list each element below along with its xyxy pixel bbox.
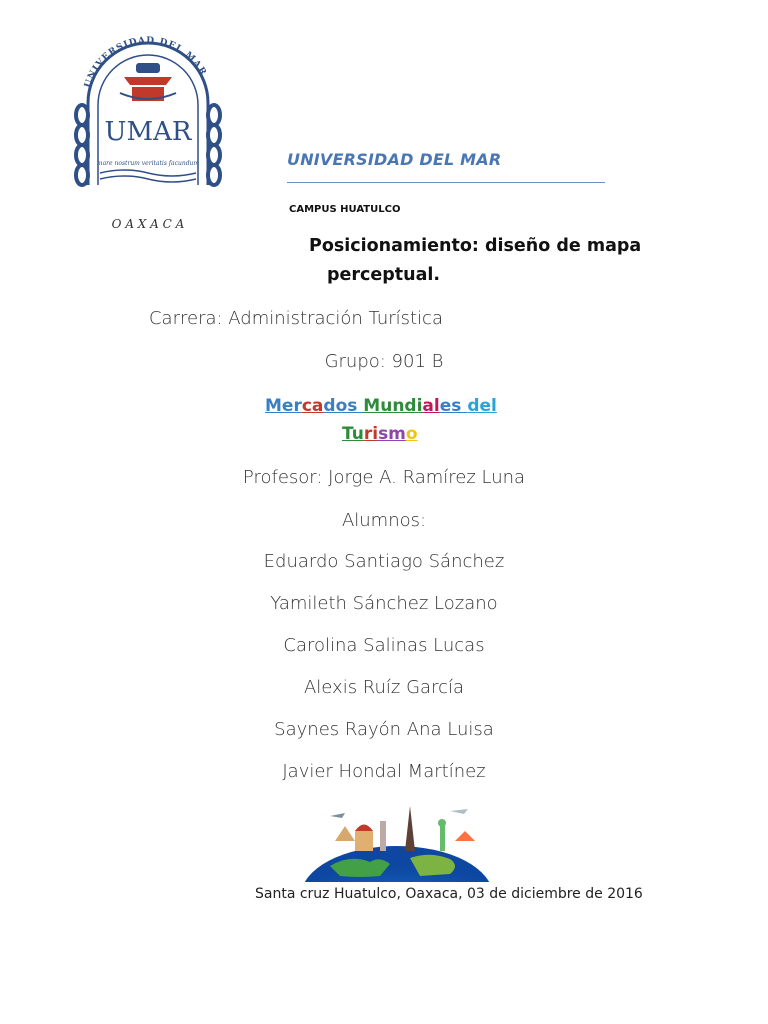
student-name: Yamileth Sánchez Lozano	[270, 593, 498, 614]
career-line: Carrera: Administración Turística	[148, 308, 443, 329]
students-label: Alumnos:	[341, 510, 427, 531]
logo-monogram: UMAR	[104, 117, 192, 147]
university-name: UNIVERSIDAD DEL MAR	[287, 150, 502, 169]
subject-title-segment: ca	[301, 396, 324, 416]
logo-ring-text: UNIVERSIDAD DEL MAR	[83, 35, 209, 90]
university-logo	[68, 35, 228, 235]
subject-title-segment: al	[422, 396, 440, 416]
subject-title-segment: es	[439, 396, 468, 416]
document-title-line1: Posicionamiento: diseño de mapa	[309, 236, 642, 256]
subject-title	[265, 392, 497, 448]
subject-title-segment: o	[405, 424, 418, 444]
document-title-line2: perceptual.	[327, 265, 441, 285]
world-landmarks-illustration	[300, 796, 495, 882]
subject-title-line2	[265, 420, 497, 448]
subject-title-segment: ri	[363, 424, 379, 444]
student-name: Alexis Ruíz García	[303, 677, 464, 698]
subject-title-segment: dos	[323, 396, 364, 416]
logo-state: O A X A C A	[111, 217, 185, 231]
subject-title-segment: Mer	[265, 396, 302, 416]
subject-title-segment: del	[467, 396, 497, 416]
subject-title-segment: Tu	[342, 424, 364, 444]
date-location: Santa cruz Huatulco, Oaxaca, 03 de diciembre de 2016	[255, 886, 643, 902]
campus-name: CAMPUS HUATULCO	[289, 204, 401, 215]
subject-title-segment: sm	[378, 424, 406, 444]
subject-title-segment: Mundi	[363, 396, 423, 416]
subject-title-line1	[265, 392, 497, 420]
student-name: Carolina Salinas Lucas	[283, 635, 485, 656]
logo-motto: mare nostrum veritatis facundum	[96, 160, 200, 167]
group-line: Grupo: 901 B	[324, 351, 444, 372]
header-rule	[287, 182, 605, 183]
student-name: Javier Hondal Martínez	[282, 761, 486, 782]
professor-line: Profesor: Jorge A. Ramírez Luna	[242, 467, 526, 488]
student-name: Saynes Rayón Ana Luisa	[274, 719, 494, 740]
student-name: Eduardo Santiago Sánchez	[263, 551, 505, 572]
